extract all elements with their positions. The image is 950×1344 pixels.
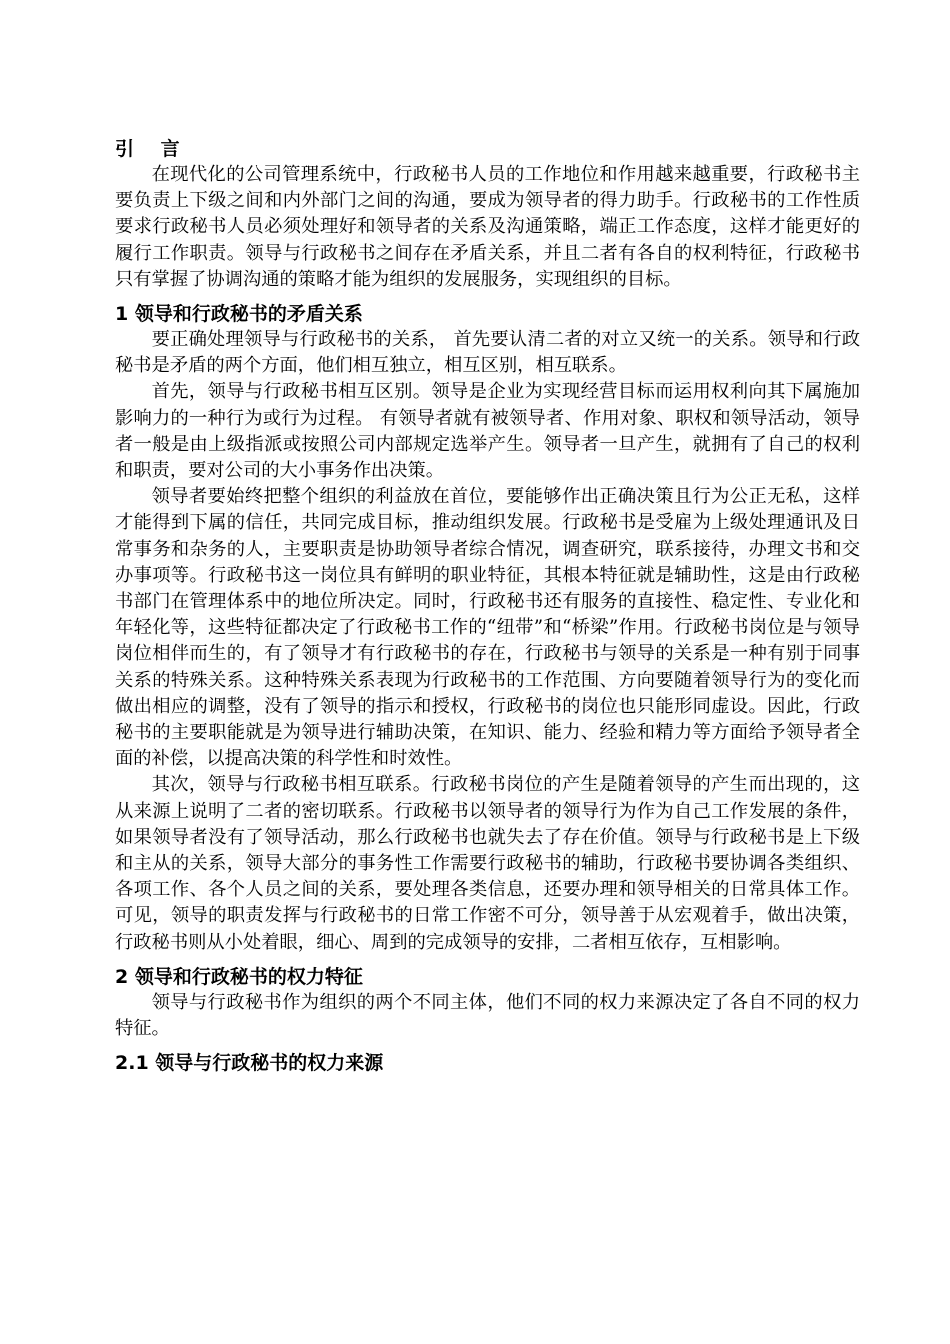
- section-heading-1: 1 领导和行政秘书的矛盾关系: [115, 303, 363, 326]
- section-1-paragraph-3: 领导者要始终把整个组织的利益放在首位，要能够作出正确决策且行为公正无私，这样才能得到下属的信任，共同完成目标，推动组织发展。行政秘书是受雇为上级处理通讯及日常事务和杂务的人，主要职责是协助领导者综合情况，调查研究，联系接待，办理文书和交办事项等。行政秘书这一岗位具有鲜明的职业特征，其根本特征就是辅助性，这是由行政秘书部门在管理体系中的地位所决定。同时，行政秘书还有服务的直接性、稳定性、专业化和年轻化等，这些特征都决定了行政秘书工作的“纽带”和“桥梁”作用。行政秘书岗位是与领导岗位相伴而生的，有了领导才有行政秘书的存在，行政秘书与领导的关系是一种有别于同事关系的特殊关系。这种特殊关系表现为行政秘书的工作范围、方向要随着领导行为的变化而做出相应的调整，没有了领导的指示和授权，行政秘书的岗位也只能形同虚设。因此，行政秘书的主要职能就是为领导进行辅助决策，在知识、能力、经验和精力等方面给予领导者全面的补偿，以提高决策的科学性和时效性。: [115, 486, 860, 770]
- intro-paragraph: 在现代化的公司管理系统中，行政秘书人员的工作地位和作用越来越重要，行政秘书主要负责上下级之间和内外部门之间的沟通，要成为领导者的得力助手。行政秘书的工作性质要求行政秘书人员必须处理好和领导者的关系及沟通策略，端正工作态度，这样才能更好的履行工作职责。领导与行政秘书之间存在矛盾关系，并且二者有各自的权利特征，行政秘书只有掌握了协调沟通的策略才能为组织的发展服务，实现组织的目标。: [115, 164, 860, 290]
- section-1-paragraph-2: 首先，领导与行政秘书相互区别。领导是企业为实现经营目标而运用权利向其下属施加影响力的一种行为或行为过程。 有领导者就有被领导者、作用对象、职权和领导活动，领导者一般是由上级指派或按照公司内部规定选举产生。领导者一旦产生，就拥有了自己的权利和职责，要对公司的大小事务作出决策。: [115, 381, 860, 482]
- section-heading-2-1: 2.1 领导与行政秘书的权力来源: [115, 1052, 384, 1075]
- section-heading-2: 2 领导和行政秘书的权力特征: [115, 965, 363, 988]
- document-page: [115, 136, 860, 1076]
- section-1-paragraph-1: 要正确处理领导与行政秘书的关系， 首先要认清二者的对立又统一的关系。领导和行政秘书是矛盾的两个方面，他们相互独立，相互区别，相互联系。: [115, 329, 860, 377]
- section-1-paragraph-4: 其次，领导与行政秘书相互联系。行政秘书岗位的产生是随着领导的产生而出现的，这从来源上说明了二者的密切联系。行政秘书以领导者的领导行为作为自己工作发展的条件，如果领导者没有了领导活动，那么行政秘书也就失去了存在价值。领导与行政秘书是上下级和主从的关系，领导大部分的事务性工作需要行政秘书的辅助，行政秘书要协调各类组织、各项工作、各个人员之间的关系，要处理各类信息，还要办理和领导相关的日常具体工作。可见，领导的职责发挥与行政秘书的日常工作密不可分，领导善于从宏观着手，做出决策，行政秘书则从小处着眼，细心、周到的完成领导的安排，二者相互依存，互相影响。: [115, 774, 860, 953]
- section-2-paragraph-1: 领导与行政秘书作为组织的两个不同主体，他们不同的权力来源决定了各自不同的权力特征。: [115, 991, 860, 1040]
- section-heading-intro: 引 言: [115, 138, 190, 160]
